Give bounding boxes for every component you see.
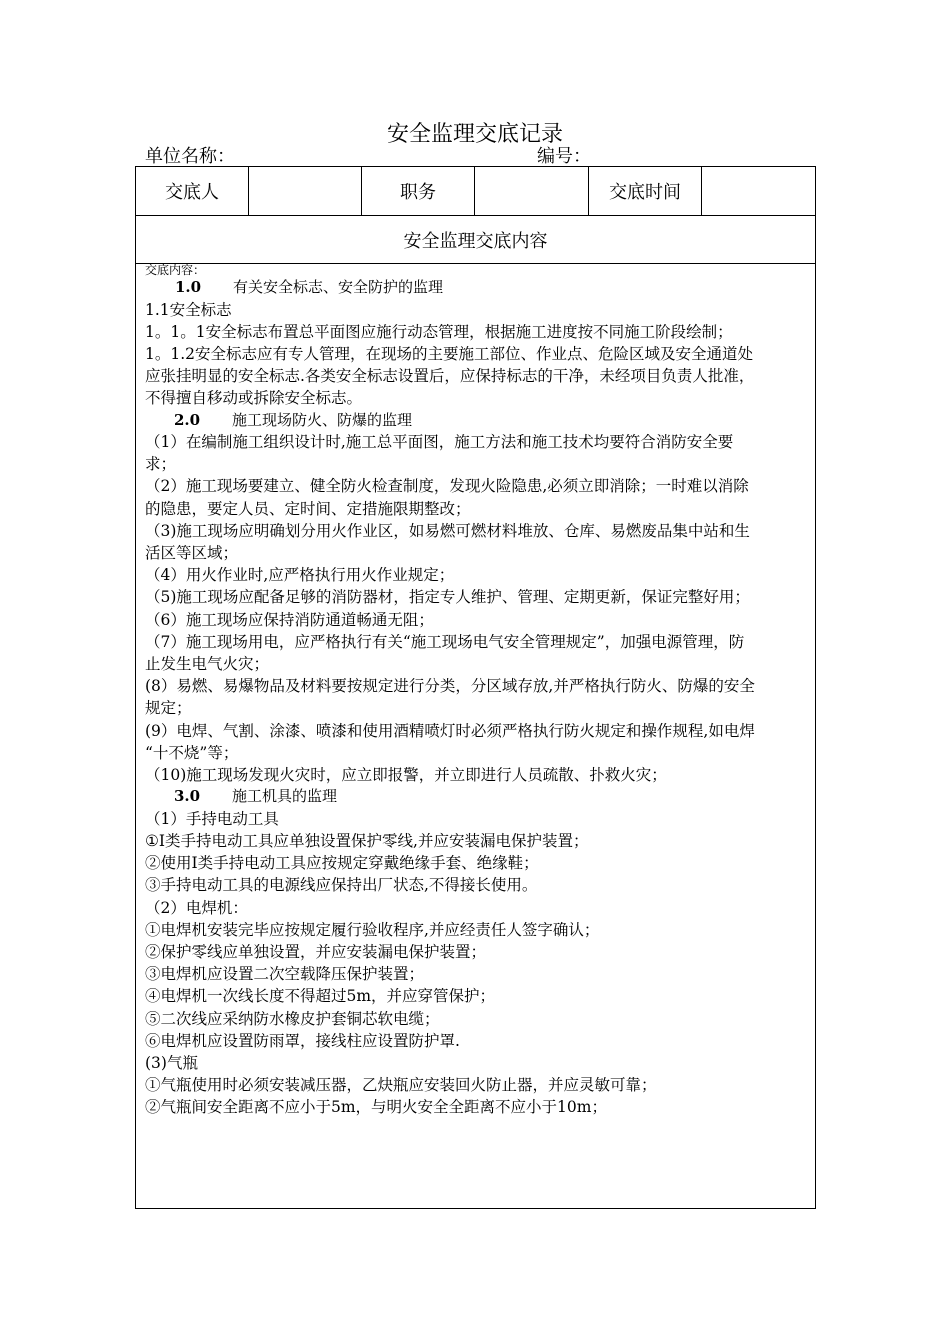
content-line: 不得擅自移动或拆除安全标志。 [145, 389, 363, 408]
section-heading [145, 277, 807, 299]
section-heading-text: 施工机具的监理 [232, 787, 338, 806]
content-line: （1）在编制施工组织设计时,施工总平面图，施工方法和施工技术均要符合消防安全要 [145, 433, 734, 452]
content-line: ①Ⅰ类手持电动工具应单独设置保护零线,并应安装漏电保护装置； [145, 831, 589, 850]
section-title: 安全监理交底内容 [136, 216, 816, 264]
content-line: （6）施工现场应保持消防通道畅通无阻； [145, 610, 434, 629]
content-line: 活区等区域； [145, 544, 239, 563]
content-line: 的隐患，要定人员、定时间、定措施限期整改； [145, 499, 471, 518]
content-line: ⑤二次线应采纳防水橡皮护套铜芯软电缆； [145, 1009, 440, 1028]
content-line: （10)施工现场发现火灾时，应立即报警，并立即进行人员疏散、扑救火灾； [145, 766, 667, 785]
content-line: 1.1安全标志 [145, 300, 232, 319]
content-cell [136, 264, 816, 1209]
number-label: 编号： [537, 146, 591, 167]
content-line: （4）用火作业时,应严格执行用火作业规定； [145, 566, 455, 585]
content-line: （7）施工现场用电，应严格执行有关“施工现场电气安全管理规定”，加强电源管理，防 [145, 632, 745, 651]
section-heading-text: 施工现场防火、防爆的监理 [232, 410, 413, 429]
section-number: 2.0 [174, 410, 201, 429]
content-line: (8）易燃、易爆物品及材料要按规定进行分类，分区域存放,并严格执行防火、防爆的安全 [145, 677, 755, 696]
content-line: （1）手持电动工具 [145, 809, 279, 828]
record-table [135, 166, 816, 1209]
content-row [136, 264, 816, 1209]
time-label: 交底时间 [589, 167, 702, 216]
content-line: 规定； [145, 699, 192, 718]
content-line: （5)施工现场应配备足够的消防器材，指定专人维护、管理、定期更新，保证完整好用； [145, 588, 750, 607]
content-line: ①气瓶使用时必须安装减压器，乙炔瓶应安装回火防止器，并应灵敏可靠； [145, 1076, 657, 1095]
content-line: （2）电焊机： [145, 898, 248, 917]
content-line: 应张挂明显的安全标志.各类安全标志设置后，应保持标志的干净，未经项目负责人批准， [145, 367, 755, 386]
content-line: ①电焊机安装完毕应按规定履行验收程序,并应经责任人签字确认； [145, 920, 600, 939]
content-line: （3)施工现场应明确划分用火作业区，如易燃可燃材料堆放、仓库、易燃废品集中站和生 [145, 521, 750, 540]
content-line: 1。1。1安全标志布置总平面图应施行动态管理，根据施工进度按不同施工阶段绘制； [145, 322, 733, 341]
content-line: ④电焊机一次线长度不得超过5m，并应穿管保护； [145, 987, 496, 1006]
content-line: ②使用Ⅰ类手持电动工具应按规定穿戴绝缘手套、绝缘鞋； [145, 854, 539, 873]
section-title-row [136, 216, 816, 264]
section-number: 3.0 [174, 787, 201, 806]
presenter-label: 交底人 [136, 167, 249, 216]
content-line: “十不烧”等； [145, 743, 239, 762]
content-line: (9）电焊、气割、涂漆、喷漆和使用酒精喷灯时必须严格执行防火规定和操作规程,如电焊 [145, 721, 755, 740]
content-line: （2）施工现场要建立、健全防火检查制度，发现火险隐患,必须立即消除；一时难以消除 [145, 477, 749, 496]
section-heading [145, 786, 807, 808]
content-lines [145, 277, 807, 1119]
position-value[interactable] [475, 167, 589, 216]
content-line: ②保护零线应单独设置，并应安装漏电保护装置； [145, 942, 487, 961]
position-label: 职务 [362, 167, 475, 216]
content-line: 求； [145, 455, 177, 474]
time-value[interactable] [702, 167, 816, 216]
section-heading-text: 有关安全标志、安全防护的监理 [233, 278, 444, 296]
content-label: 交底内容： [145, 263, 206, 277]
content-line: 止发生电气火灾； [145, 655, 270, 674]
section-number: 1.0 [175, 278, 202, 296]
presenter-value[interactable] [249, 167, 362, 216]
document-title: 安全监理交底记录 [386, 122, 563, 147]
content-line: ③手持电动工具的电源线应保持出厂状态,不得接长使用。 [145, 876, 538, 895]
content-line: (3)气瓶 [145, 1054, 198, 1072]
section-heading [145, 410, 807, 432]
content-line: ⑥电焊机应设置防雨罩，接线柱应设置防护罩. [145, 1031, 460, 1050]
content-line: ②气瓶间安全距离不应小于5m，与明火安全全距离不应小于10m； [145, 1098, 607, 1117]
header-row [136, 167, 816, 216]
unit-name-label: 单位名称： [145, 146, 235, 167]
content-line: 1。1.2安全标志应有专人管理，在现场的主要施工部位、作业点、危险区域及安全通道处 [145, 344, 754, 363]
content-line: ③电焊机应设置二次空载降压保护装置； [145, 965, 425, 984]
